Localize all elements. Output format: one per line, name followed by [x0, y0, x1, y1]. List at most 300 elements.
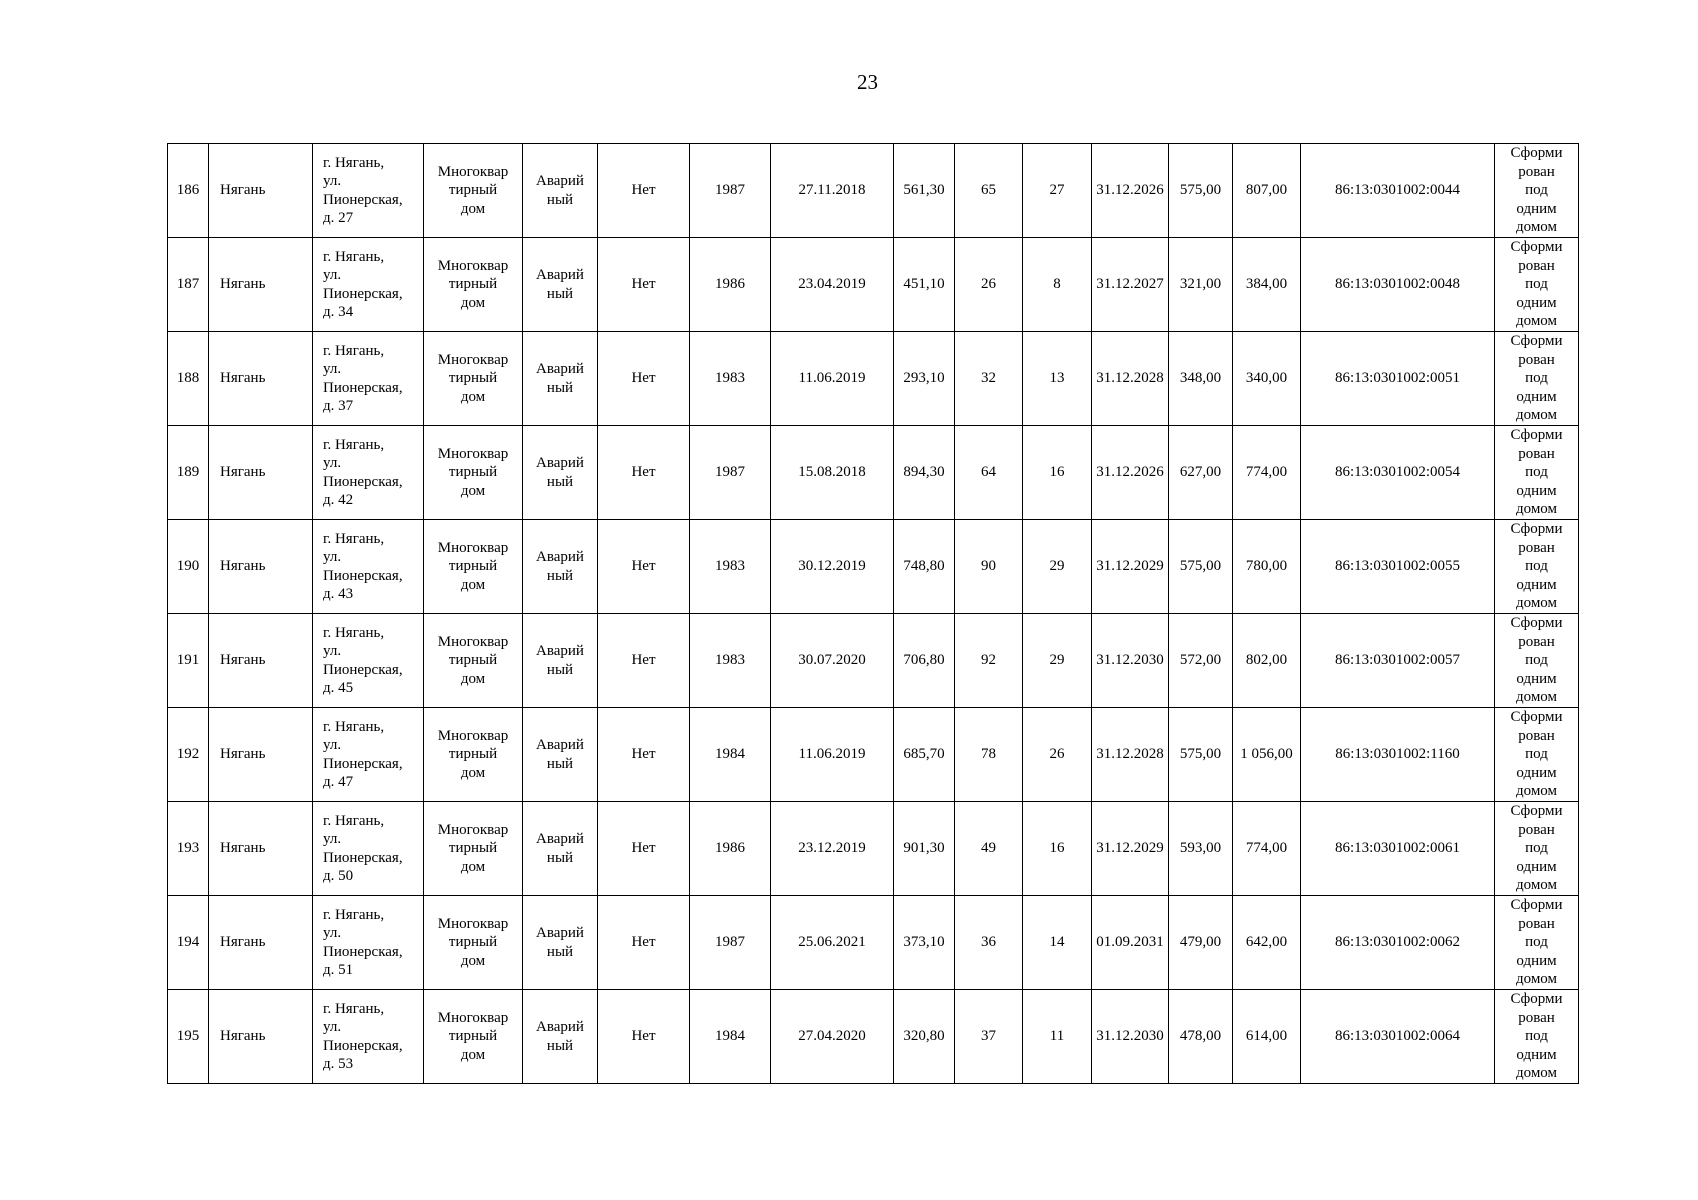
cell-value-1: 90	[955, 520, 1023, 614]
cell-building-type-line: тирный	[448, 934, 498, 951]
cell-note-line: Сформи	[1510, 615, 1563, 632]
cell-building-type-line: Многоквар	[437, 915, 509, 932]
cell-flag: Нет	[598, 332, 690, 426]
cell-deadline: 01.09.2031	[1092, 896, 1169, 990]
cell-city: Нягань	[209, 708, 313, 802]
cell-building-type	[424, 144, 523, 238]
cell-note	[1495, 332, 1579, 426]
cell-value-1: 78	[955, 708, 1023, 802]
cell-area-2: 478,00	[1169, 990, 1233, 1084]
cell-condition-line: ный	[546, 567, 574, 584]
cell-year: 1984	[690, 990, 771, 1084]
cell-building-type-line: дом	[460, 764, 486, 781]
cell-address-line: г. Нягань,	[323, 248, 385, 265]
cell-cadastral-number: 86:13:0301002:0064	[1301, 990, 1495, 1084]
table-row	[168, 708, 1579, 802]
cell-building-type-line: Многоквар	[437, 727, 509, 744]
cell-area-3: 780,00	[1233, 520, 1301, 614]
cell-area: 748,80	[894, 520, 955, 614]
cell-note-line: рован	[1518, 445, 1555, 462]
cell-address-line: д. 43	[323, 586, 354, 602]
cell-flag: Нет	[598, 614, 690, 708]
cell-note-line: Сформи	[1510, 333, 1563, 350]
cell-building-type-line: дом	[460, 576, 486, 593]
cell-deadline: 31.12.2027	[1092, 238, 1169, 332]
cell-address-line: д. 45	[323, 680, 354, 696]
cell-note-line: Сформи	[1510, 145, 1563, 162]
cell-address-line: ул.	[323, 455, 342, 471]
cell-note-line: одним	[1516, 764, 1557, 781]
cell-deadline: 31.12.2029	[1092, 802, 1169, 896]
cell-value-1: 26	[955, 238, 1023, 332]
cell-note-line: Сформи	[1510, 803, 1563, 820]
cell-note	[1495, 990, 1579, 1084]
cell-number: 189	[168, 426, 209, 520]
cell-note-line: под	[1525, 840, 1548, 857]
cell-condition-line: ный	[546, 285, 574, 302]
cell-note-line: домом	[1515, 783, 1558, 800]
cell-year: 1983	[690, 332, 771, 426]
cell-condition-line: Аварий	[536, 549, 584, 565]
cell-address-line: Пионерская,	[323, 943, 403, 960]
cell-date: 25.06.2021	[771, 896, 894, 990]
cell-flag: Нет	[598, 802, 690, 896]
cell-year: 1986	[690, 802, 771, 896]
cell-address-line: ул.	[323, 925, 342, 941]
cell-cadastral-number: 86:13:0301002:0054	[1301, 426, 1495, 520]
cell-note-line: рован	[1518, 727, 1555, 744]
cell-address-line: г. Нягань,	[323, 342, 385, 359]
cell-value-1: 64	[955, 426, 1023, 520]
cell-note	[1495, 708, 1579, 802]
cell-building-type-line: Многоквар	[437, 257, 509, 274]
cell-condition	[523, 332, 598, 426]
table-row	[168, 896, 1579, 990]
cell-note	[1495, 520, 1579, 614]
cell-address-line: Пионерская,	[323, 567, 403, 584]
cell-note-line: домом	[1515, 313, 1558, 330]
cell-condition-line: Аварий	[536, 455, 584, 471]
cell-address	[313, 238, 424, 332]
cell-value-1: 49	[955, 802, 1023, 896]
cell-date: 11.06.2019	[771, 708, 894, 802]
cell-condition-line: ный	[546, 379, 574, 396]
cell-value-2: 11	[1023, 990, 1092, 1084]
cell-address-line: ул.	[323, 361, 342, 377]
cell-year: 1987	[690, 144, 771, 238]
cell-building-type-line: Многоквар	[437, 1009, 509, 1026]
cell-deadline: 31.12.2026	[1092, 144, 1169, 238]
cell-number: 193	[168, 802, 209, 896]
cell-flag: Нет	[598, 238, 690, 332]
housing-registry-table	[167, 143, 1579, 1084]
cell-area-2: 593,00	[1169, 802, 1233, 896]
cell-note	[1495, 426, 1579, 520]
cell-building-type	[424, 614, 523, 708]
cell-value-1: 92	[955, 614, 1023, 708]
cell-note-line: рован	[1518, 821, 1555, 838]
cell-date: 30.12.2019	[771, 520, 894, 614]
cell-address	[313, 990, 424, 1084]
cell-building-type-line: дом	[460, 200, 486, 217]
cell-city: Нягань	[209, 896, 313, 990]
cell-building-type	[424, 520, 523, 614]
cell-year: 1987	[690, 426, 771, 520]
cell-building-type-line: Многоквар	[437, 163, 509, 180]
cell-city: Нягань	[209, 802, 313, 896]
cell-note-line: одним	[1516, 952, 1557, 969]
cell-cadastral-number: 86:13:0301002:0044	[1301, 144, 1495, 238]
cell-building-type-line: Многоквар	[437, 821, 509, 838]
cell-address-line: г. Нягань,	[323, 624, 385, 641]
cell-note-line: Сформи	[1510, 521, 1563, 538]
cell-condition-line: ный	[546, 849, 574, 866]
cell-building-type-line: дом	[460, 952, 486, 969]
cell-condition	[523, 520, 598, 614]
cell-address	[313, 426, 424, 520]
cell-condition	[523, 144, 598, 238]
cell-deadline: 31.12.2030	[1092, 990, 1169, 1084]
cell-note	[1495, 144, 1579, 238]
cell-address	[313, 708, 424, 802]
cell-address-line: д. 34	[323, 304, 354, 320]
cell-note	[1495, 614, 1579, 708]
cell-condition-line: Аварий	[536, 925, 584, 941]
cell-address-line: д. 47	[323, 774, 354, 790]
cell-address	[313, 144, 424, 238]
cell-cadastral-number: 86:13:0301002:0062	[1301, 896, 1495, 990]
cell-address-line: д. 51	[323, 962, 354, 978]
cell-year: 1983	[690, 614, 771, 708]
cell-area-3: 774,00	[1233, 802, 1301, 896]
cell-building-type	[424, 708, 523, 802]
cell-deadline: 31.12.2028	[1092, 332, 1169, 426]
cell-value-1: 36	[955, 896, 1023, 990]
cell-note-line: домом	[1515, 971, 1558, 988]
cell-address-line: г. Нягань,	[323, 906, 385, 923]
cell-value-1: 65	[955, 144, 1023, 238]
cell-city: Нягань	[209, 520, 313, 614]
cell-note-line: под	[1525, 276, 1548, 293]
cell-condition-line: Аварий	[536, 1019, 584, 1035]
cell-area: 685,70	[894, 708, 955, 802]
cell-address-line: д. 27	[323, 210, 354, 226]
cell-building-type-line: Многоквар	[437, 351, 509, 368]
cell-note-line: домом	[1515, 877, 1558, 894]
cell-condition-line: ный	[546, 661, 574, 678]
cell-note-line: под	[1525, 934, 1548, 951]
cell-note-line: одним	[1516, 858, 1557, 875]
cell-note-line: домом	[1515, 689, 1558, 706]
cell-deadline: 31.12.2030	[1092, 614, 1169, 708]
cell-condition-line: Аварий	[536, 173, 584, 189]
cell-area-3: 1 056,00	[1233, 708, 1301, 802]
cell-condition-line: ный	[546, 943, 574, 960]
cell-cadastral-number: 86:13:0301002:0048	[1301, 238, 1495, 332]
cell-flag: Нет	[598, 520, 690, 614]
cell-building-type-line: Многоквар	[437, 539, 509, 556]
cell-cadastral-number: 86:13:0301002:0057	[1301, 614, 1495, 708]
cell-note-line: рован	[1518, 915, 1555, 932]
cell-note-line: домом	[1515, 407, 1558, 424]
cell-number: 192	[168, 708, 209, 802]
cell-condition-line: ный	[546, 755, 574, 772]
cell-condition-line: Аварий	[536, 643, 584, 659]
cell-building-type-line: тирный	[448, 464, 498, 481]
cell-value-2: 26	[1023, 708, 1092, 802]
cell-flag: Нет	[598, 990, 690, 1084]
cell-year: 1986	[690, 238, 771, 332]
cell-date: 27.04.2020	[771, 990, 894, 1084]
cell-note-line: под	[1525, 370, 1548, 387]
cell-year: 1983	[690, 520, 771, 614]
cell-address-line: ул.	[323, 1019, 342, 1035]
cell-condition	[523, 426, 598, 520]
cell-note-line: Сформи	[1510, 427, 1563, 444]
cell-condition-line: ный	[546, 473, 574, 490]
cell-value-2: 13	[1023, 332, 1092, 426]
cell-building-type-line: тирный	[448, 370, 498, 387]
cell-city: Нягань	[209, 426, 313, 520]
cell-address-line: г. Нягань,	[323, 1000, 385, 1017]
cell-building-type-line: Многоквар	[437, 445, 509, 462]
cell-building-type-line: тирный	[448, 182, 498, 199]
cell-condition-line: Аварий	[536, 737, 584, 753]
cell-condition	[523, 990, 598, 1084]
cell-date: 15.08.2018	[771, 426, 894, 520]
cell-area: 894,30	[894, 426, 955, 520]
cell-deadline: 31.12.2029	[1092, 520, 1169, 614]
cell-address	[313, 802, 424, 896]
cell-area: 320,80	[894, 990, 955, 1084]
cell-building-type	[424, 990, 523, 1084]
cell-value-2: 29	[1023, 614, 1092, 708]
cell-address-line: ул.	[323, 173, 342, 189]
cell-building-type-line: дом	[460, 388, 486, 405]
cell-address-line: д. 37	[323, 398, 354, 414]
cell-cadastral-number: 86:13:0301002:0051	[1301, 332, 1495, 426]
cell-building-type-line: дом	[460, 1046, 486, 1063]
cell-address-line: г. Нягань,	[323, 812, 385, 829]
cell-building-type-line: тирный	[448, 558, 498, 575]
cell-note-line: домом	[1515, 1065, 1558, 1082]
table-body	[168, 144, 1579, 1084]
cell-deadline: 31.12.2028	[1092, 708, 1169, 802]
cell-city: Нягань	[209, 238, 313, 332]
cell-note-line: рован	[1518, 539, 1555, 556]
cell-cadastral-number: 86:13:0301002:1160	[1301, 708, 1495, 802]
cell-value-2: 16	[1023, 426, 1092, 520]
cell-address-line: ул.	[323, 267, 342, 283]
cell-flag: Нет	[598, 426, 690, 520]
cell-building-type-line: тирный	[448, 1028, 498, 1045]
cell-condition-line: Аварий	[536, 361, 584, 377]
cell-note-line: под	[1525, 558, 1548, 575]
cell-note-line: одним	[1516, 576, 1557, 593]
table-row	[168, 614, 1579, 708]
cell-building-type-line: тирный	[448, 840, 498, 857]
cell-address-line: ул.	[323, 549, 342, 565]
cell-value-2: 16	[1023, 802, 1092, 896]
cell-address-line: г. Нягань,	[323, 436, 385, 453]
cell-note-line: Сформи	[1510, 897, 1563, 914]
cell-address-line: ул.	[323, 737, 342, 753]
cell-number: 190	[168, 520, 209, 614]
cell-date: 11.06.2019	[771, 332, 894, 426]
cell-building-type-line: тирный	[448, 276, 498, 293]
cell-address	[313, 520, 424, 614]
cell-building-type	[424, 426, 523, 520]
table-row	[168, 426, 1579, 520]
cell-address	[313, 896, 424, 990]
cell-building-type-line: тирный	[448, 746, 498, 763]
cell-area: 373,10	[894, 896, 955, 990]
cell-area-2: 348,00	[1169, 332, 1233, 426]
cell-address-line: г. Нягань,	[323, 530, 385, 547]
cell-note-line: рован	[1518, 633, 1555, 650]
cell-value-2: 14	[1023, 896, 1092, 990]
cell-date: 23.12.2019	[771, 802, 894, 896]
cell-building-type-line: дом	[460, 858, 486, 875]
cell-note-line: под	[1525, 652, 1548, 669]
cell-cadastral-number: 86:13:0301002:0061	[1301, 802, 1495, 896]
cell-condition	[523, 802, 598, 896]
cell-number: 195	[168, 990, 209, 1084]
cell-note-line: Сформи	[1510, 991, 1563, 1008]
cell-number: 188	[168, 332, 209, 426]
cell-area: 901,30	[894, 802, 955, 896]
cell-area-2: 572,00	[1169, 614, 1233, 708]
cell-address-line: Пионерская,	[323, 473, 403, 490]
cell-address-line: Пионерская,	[323, 379, 403, 396]
cell-note-line: домом	[1515, 595, 1558, 612]
cell-condition-line: Аварий	[536, 267, 584, 283]
cell-note-line: одним	[1516, 482, 1557, 499]
cell-area-3: 774,00	[1233, 426, 1301, 520]
cell-building-type	[424, 802, 523, 896]
cell-address-line: Пионерская,	[323, 1037, 403, 1054]
cell-value-2: 8	[1023, 238, 1092, 332]
cell-note-line: рован	[1518, 1009, 1555, 1026]
cell-condition	[523, 896, 598, 990]
cell-flag: Нет	[598, 144, 690, 238]
cell-address	[313, 614, 424, 708]
cell-area-2: 575,00	[1169, 520, 1233, 614]
cell-area-3: 340,00	[1233, 332, 1301, 426]
cell-address	[313, 332, 424, 426]
cell-cadastral-number: 86:13:0301002:0055	[1301, 520, 1495, 614]
cell-area-2: 575,00	[1169, 144, 1233, 238]
cell-flag: Нет	[598, 896, 690, 990]
cell-note-line: одним	[1516, 294, 1557, 311]
table-row	[168, 990, 1579, 1084]
cell-date: 23.04.2019	[771, 238, 894, 332]
cell-condition-line: Аварий	[536, 831, 584, 847]
cell-area-2: 321,00	[1169, 238, 1233, 332]
cell-city: Нягань	[209, 990, 313, 1084]
cell-building-type	[424, 896, 523, 990]
cell-note-line: одним	[1516, 200, 1557, 217]
cell-city: Нягань	[209, 332, 313, 426]
cell-year: 1987	[690, 896, 771, 990]
cell-note-line: под	[1525, 746, 1548, 763]
cell-note-line: под	[1525, 464, 1548, 481]
table-row	[168, 332, 1579, 426]
cell-number: 187	[168, 238, 209, 332]
cell-number: 191	[168, 614, 209, 708]
cell-note-line: рован	[1518, 351, 1555, 368]
cell-area-3: 807,00	[1233, 144, 1301, 238]
cell-date: 30.07.2020	[771, 614, 894, 708]
table-row	[168, 802, 1579, 896]
cell-note-line: рован	[1518, 163, 1555, 180]
cell-area-3: 642,00	[1233, 896, 1301, 990]
cell-value-1: 37	[955, 990, 1023, 1084]
cell-address-line: д. 53	[323, 1056, 354, 1072]
cell-note	[1495, 238, 1579, 332]
cell-deadline: 31.12.2026	[1092, 426, 1169, 520]
cell-value-2: 29	[1023, 520, 1092, 614]
cell-address-line: Пионерская,	[323, 285, 403, 302]
cell-city: Нягань	[209, 144, 313, 238]
cell-building-type-line: тирный	[448, 652, 498, 669]
cell-note-line: домом	[1515, 501, 1558, 518]
cell-city: Нягань	[209, 614, 313, 708]
cell-area: 561,30	[894, 144, 955, 238]
table-row	[168, 144, 1579, 238]
cell-note-line: под	[1525, 1028, 1548, 1045]
cell-address-line: Пионерская,	[323, 191, 403, 208]
cell-number: 186	[168, 144, 209, 238]
cell-address-line: Пионерская,	[323, 661, 403, 678]
cell-note-line: Сформи	[1510, 709, 1563, 726]
cell-note-line: одним	[1516, 670, 1557, 687]
cell-note-line: под	[1525, 182, 1548, 199]
cell-note-line: домом	[1515, 219, 1558, 236]
cell-year: 1984	[690, 708, 771, 802]
cell-building-type	[424, 238, 523, 332]
table-row	[168, 520, 1579, 614]
cell-condition	[523, 614, 598, 708]
cell-condition-line: ный	[546, 1037, 574, 1054]
cell-area-3: 614,00	[1233, 990, 1301, 1084]
cell-building-type-line: дом	[460, 482, 486, 499]
cell-area: 451,10	[894, 238, 955, 332]
cell-address-line: г. Нягань,	[323, 718, 385, 735]
cell-building-type	[424, 332, 523, 426]
cell-condition	[523, 238, 598, 332]
cell-note	[1495, 802, 1579, 896]
cell-value-1: 32	[955, 332, 1023, 426]
cell-building-type-line: дом	[460, 670, 486, 687]
cell-note-line: одним	[1516, 388, 1557, 405]
cell-condition-line: ный	[546, 191, 574, 208]
cell-date: 27.11.2018	[771, 144, 894, 238]
cell-address-line: д. 42	[323, 492, 354, 508]
page-number: 23	[857, 70, 878, 94]
cell-area-2: 575,00	[1169, 708, 1233, 802]
cell-flag: Нет	[598, 708, 690, 802]
cell-area-2: 479,00	[1169, 896, 1233, 990]
cell-area-3: 802,00	[1233, 614, 1301, 708]
cell-note-line: Сформи	[1510, 239, 1563, 256]
cell-address-line: д. 50	[323, 868, 354, 884]
table-row	[168, 238, 1579, 332]
cell-address-line: Пионерская,	[323, 755, 403, 772]
cell-building-type-line: Многоквар	[437, 633, 509, 650]
cell-address-line: Пионерская,	[323, 849, 403, 866]
cell-area-2: 627,00	[1169, 426, 1233, 520]
